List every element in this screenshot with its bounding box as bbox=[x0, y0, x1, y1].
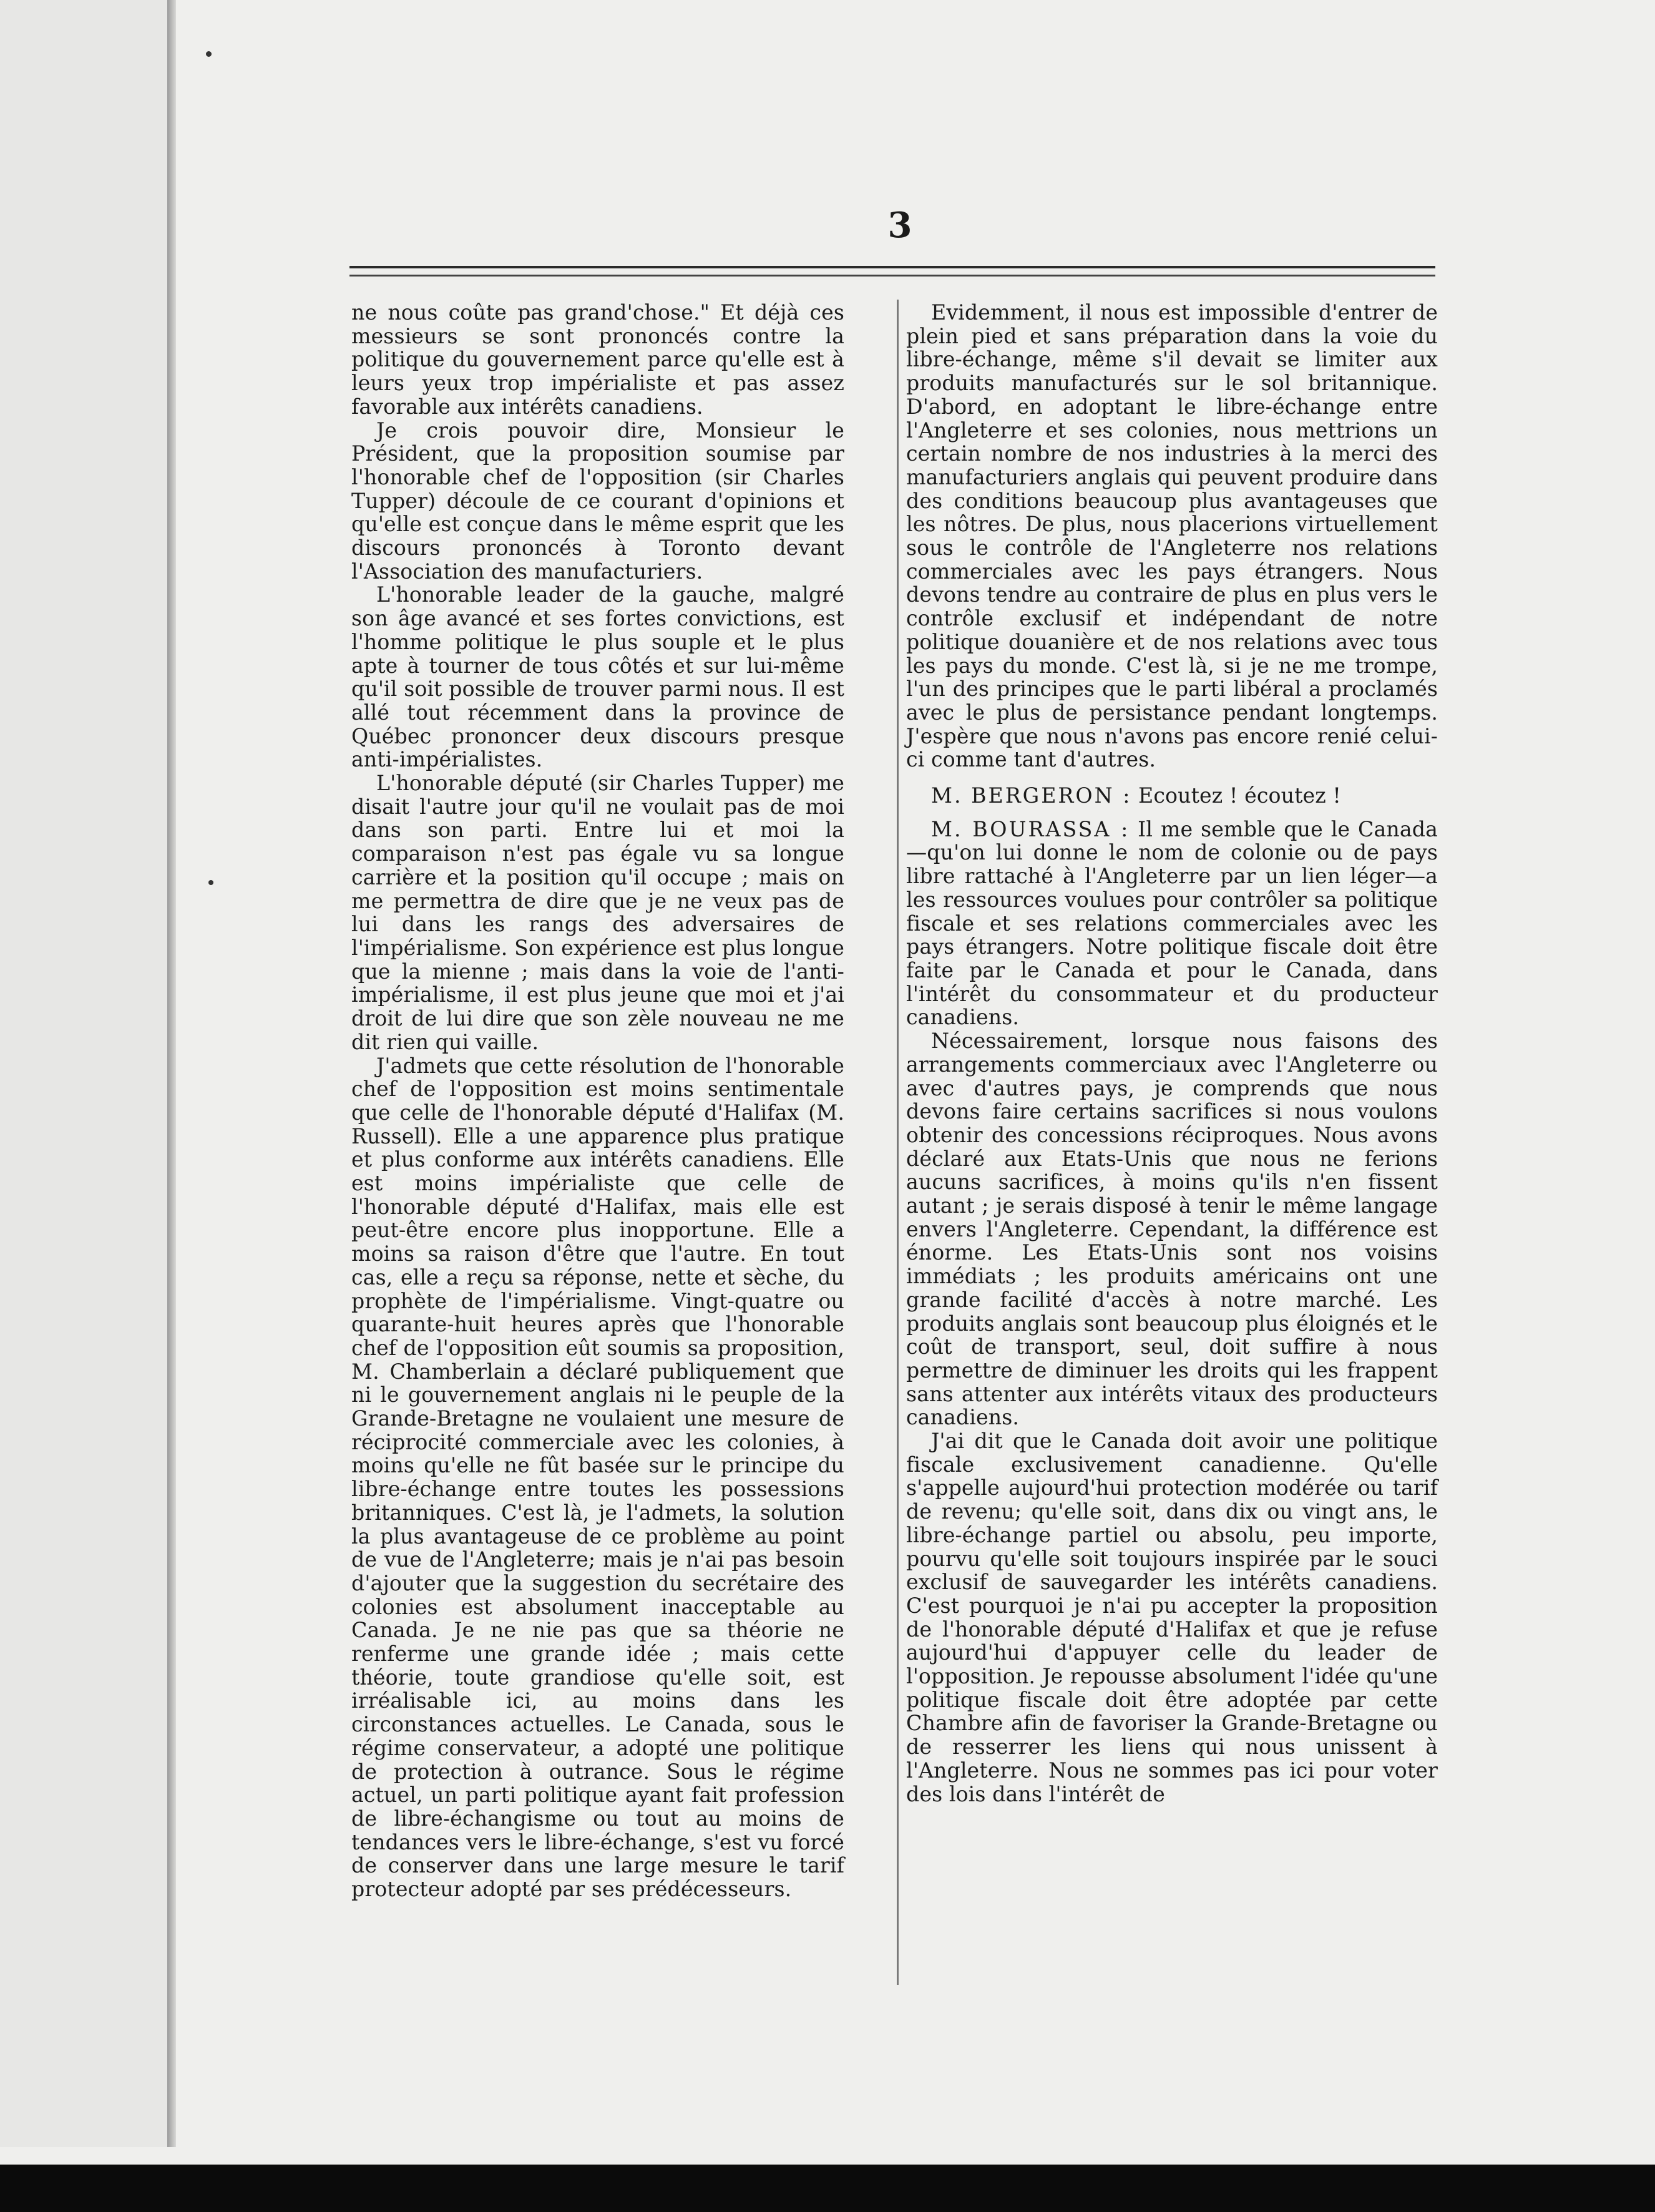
paragraph: J'ai dit que le Canada doit avoir une politique fiscale exclusivement canadienne. Qu'elle s'appelle aujourd'hui protection modérée ou tarif de revenu; qu'elle soit, dans dix ou vingt ans, le libre-échange partiel ou absolu, peu importe, pourvu qu'elle soit toujours inspirée par le souci exclusif de sauvegarder les intérêts canadiens. C'est pourquoi je n'ai pu accepter la proposition de l'honorable député d'Halifax et que je refuse aujourd'hui d'appuyer celle du leader de l'opposition. Je repousse absolument l'idée qu'une politique fiscale doit être adoptée par cette Chambre afin de favoriser la Grande-Bretagne ou de resserrer les liens qui nous unissent à l'Angleterre. Nous ne sommes pas ici pour voter des lois dans l'intérêt de bbox=[906, 1429, 1438, 1806]
right-column bbox=[906, 301, 1438, 1806]
column-divider bbox=[897, 300, 899, 1985]
paragraph: Evidemment, il nous est impossible d'entrer de plein pied et sans préparation dans la voie du libre-échange, même s'il devait se limiter aux produits manufacturés sur le sol britannique. D'abord, en adoptant le libre-échange entre l'Angleterre et ses colonies, nous mettrions un certain nombre de nos industries à la merci des manufacturiers anglais qui peuvent produire dans des conditions beaucoup plus avantageuses que les nôtres. De plus, nous placerions virtuellement sous le contrôle de l'Angleterre nos relations commerciales avec les pays étrangers. Nous devons tendre au contraire de plus en plus vers le contrôle exclusif et indépendant de notre politique douanière et de nos relations avec tous les pays du monde. C'est là, si je ne me trompe, l'un des principes que le parti libéral a proclamés avec le plus de persistance pendant longtemps. J'espère que nous n'avons pas encore renié celui-ci comme tant d'autres. bbox=[906, 300, 1438, 772]
paragraph: J'admets que cette résolution de l'honorable chef de l'opposition est moins sentimentale que celle de l'honorable député d'Halifax (M. Russell). Elle a une apparence plus pratique et plus conforme aux intérêts canadiens. Elle est moins impérialiste que celle de l'honorable député d'Halifax, mais elle est peut-être encore plus inopportune. Elle a moins sa raison d'être que l'autre. En tout cas, elle a reçu sa réponse, nette et sèche, du prophète de l'impérialisme. Vingt-quatre ou quarante-huit heures après que l'honorable chef de l'opposition eût soumis sa proposition, M. Chamberlain a déclaré publiquement que ni le gouvernement anglais ni le peuple de la Grande-Bretagne ne voulaient une mesure de réciprocité commerciale avec les colonies, à moins qu'elle ne fût basée sur le principe du libre-échange entre toutes les possessions britanniques. C'est là, je l'admets, la solution la plus avantageuse de ce problème au point de vue de l'Angleterre; mais je n'ai pas besoin d'ajouter que la suggestion du secrétaire des colonies est absolument inacceptable au Canada. Je ne nie pas que sa théorie ne renferme une grande idée ; mais cette théorie, toute grandiose qu'elle soit, est irréalisable ici, au moins dans les circonstances actuelles. Le Canada, sous le régime conservateur, a adopté une politique de protection à outrance. Sous le régime actuel, un parti politique ayant fait profession de libre-échangisme ou tout au moins de tendances vers le libre-échange, s'est vu forcé de conserver dans une large mesure le tarif protecteur adopté par ses prédécesseurs. bbox=[351, 1053, 844, 1902]
header-rule-thin bbox=[349, 275, 1435, 276]
paragraph: L'honorable député (sir Charles Tupper) me disait l'autre jour qu'il ne voulait pas de moi dans son parti. Entre lui et moi la comparaison n'est pas égale vu sa longue carrière et la position qu'il occupe ; mais on me permettra de dire que je ne veux pas de lui dans les rangs des adversaires de l'impérialisme. Son expérience est plus longue que la mienne ; mais dans la voie de l'anti-impérialisme, il est plus jeune que moi et j'ai droit de lui dire que son zèle nouveau ne me dit rien qui vaille. bbox=[351, 771, 844, 1054]
speaker-name: M. BOURASSA : bbox=[931, 816, 1130, 841]
paragraph: L'honorable leader de la gauche, malgré son âge avancé et ses fortes convictions, est l'homme politique le plus souple et le plus apte à tourner de tous côtés et sur lui-même qu'il soit possible de trouver parmi nous. Il est allé tout récemment dans la province de Québec prononcer deux discours presque anti-impérialistes. bbox=[351, 582, 844, 772]
page-number: 3 bbox=[887, 205, 912, 246]
header-rule bbox=[349, 266, 1435, 268]
scan-speck bbox=[208, 880, 213, 885]
page-edge-shadow bbox=[167, 0, 176, 2147]
interjection bbox=[906, 784, 1438, 808]
speaker-text: Ecoutez ! écoutez ! bbox=[1138, 783, 1341, 808]
paragraph: Je crois pouvoir dire, Monsieur le Président, que la proposition soumise par l'honorable chef de l'opposition (sir Charles Tupper) découle de ce courant d'opinions et qu'elle est conçue dans le même esprit que les discours prononcés à Toronto devant l'Association des manufacturiers. bbox=[351, 418, 844, 584]
binding-margin bbox=[0, 0, 167, 2147]
paragraph: Nécessairement, lorsque nous faisons des arrangements commerciaux avec l'Angleterre ou avec d'autres pays, je comprends que nous devons faire certains sacrifices si nous voulons obtenir des concessions réciproques. Nous avons déclaré aux Etats-Unis que nous ne ferions aucuns sacrifices, à moins qu'ils n'en fissent autant ; je serais disposé à tenir le même langage envers l'Angleterre. Cependant, la différence est énorme. Les Etats-Unis sont nos voisins immédiats ; les produits américains ont une grande facilité d'accès à notre marché. Les produits anglais sont beaucoup plus éloignés et le coût de transport, seul, doit suffire à nous permettre de diminuer les droits qui les frappent sans attenter aux intérêts vitaux des producteurs canadiens. bbox=[906, 1029, 1438, 1430]
scan-speck bbox=[206, 51, 212, 57]
paragraph: ne nous coûte pas grand'chose." Et déjà ces messieurs se sont prononcés contre la politique du gouvernement parce qu'elle est à leurs yeux trop impérialiste et pas assez favorable aux intérêts canadiens. bbox=[351, 300, 844, 419]
scan-bottom-border bbox=[0, 2165, 1655, 2212]
speaker-text: Il me semble que le Canada—qu'on lui donne le nom de colonie ou de pays libre rattaché à l'Angleterre par un lien léger—a les ressources voulues pour contrôler sa politique fiscale et ses relations commerciales avec les pays étrangers. Notre politique fiscale doit être faite par le Canada et pour le Canada, dans l'intérêt du consommateur et du producteur canadiens. bbox=[906, 816, 1438, 1030]
left-column bbox=[351, 301, 844, 1901]
speaker-name: M. BERGERON : bbox=[931, 783, 1132, 808]
speech bbox=[906, 818, 1438, 1029]
